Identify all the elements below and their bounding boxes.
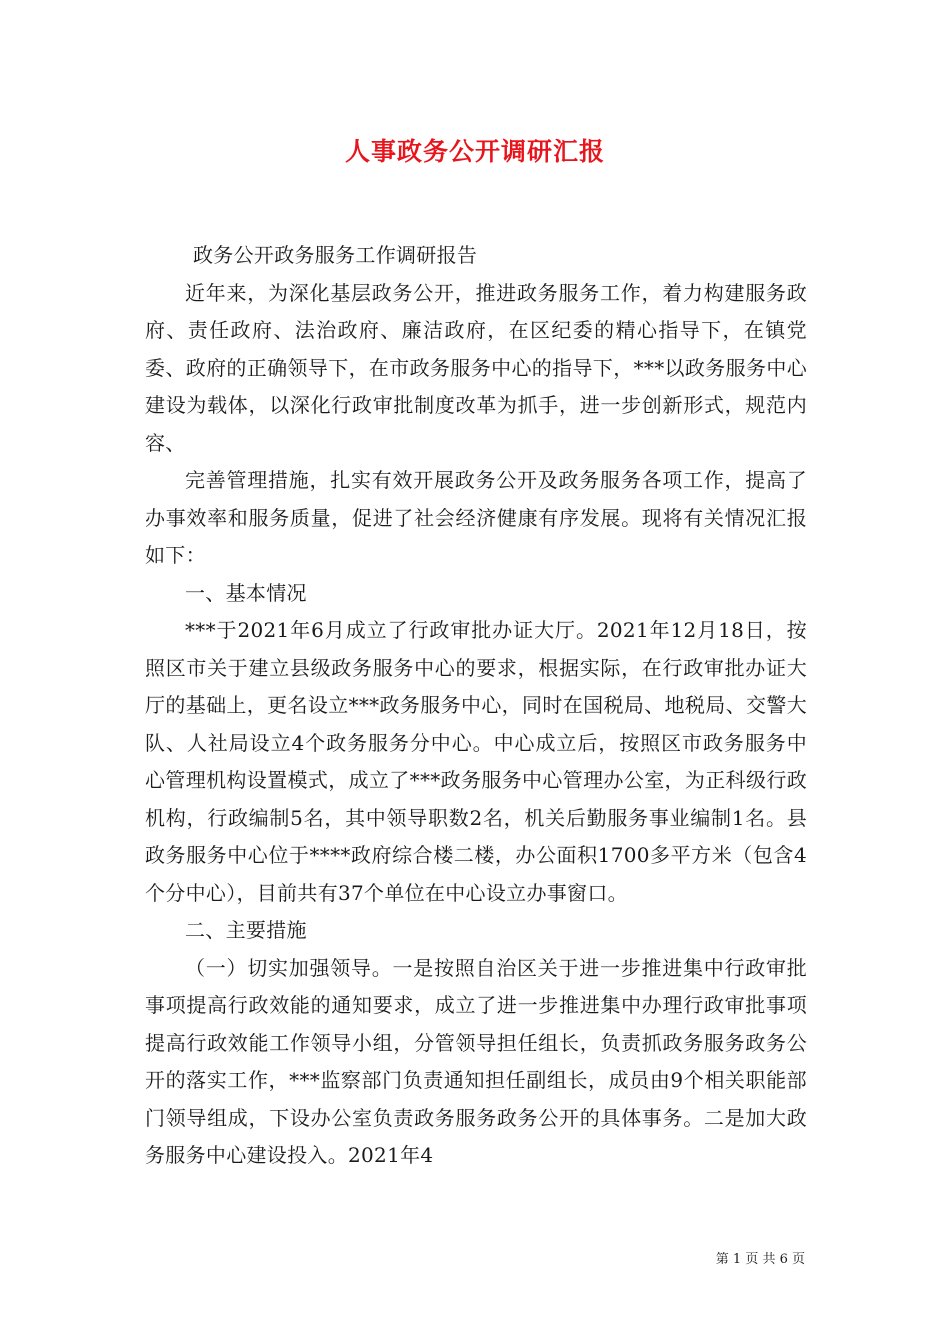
section-heading-main-measures: 二、主要措施	[185, 918, 307, 942]
document-subtitle: 政务公开政务服务工作调研报告	[193, 243, 478, 267]
paragraph-main-measures: （一）切实加强领导。一是按照自治区关于进一步推进集中行政审批事项提高行政效能的通知要求，成立了进一步推进集中办理行政审批事项提高行政效能工作领导小组，分管领导担任组长，负责抓政务服务政务公开的落实工作，***监察部门负责通知担任副组长，成员由9个相关职能部门领导组成，下设办公室负责政务服务政务公开的具体事务。二是加大政务服务中心建设投入。2021年4	[145, 955, 807, 1167]
document-title: 人事政务公开调研汇报	[344, 137, 605, 166]
paragraph-basic-situation: ***于2021年6月成立了行政审批办证大厅。2021年12月18日，按照区市关于建立县级政务服务中心的要求，根据实际，在行政审批办证大厅的基础上，更名设立***政务服务中心，同时在国税局、地税局、交警大队、人社局设立4个政务服务分中心。中心成立后，按照区市政务服务中心管理机构设置模式，成立了***政务服务中心管理办公室，为正科级行政机构，行政编制5名，其中领导职数2名，机关后勤服务事业编制1名。县政务服务中心位于****政府综合楼二楼，办公面积1700多平方米（包含4个分中心），目前共有37个单位在中心设立办事窗口。	[145, 618, 807, 905]
paragraph-intro-continued: 完善管理措施，扎实有效开展政务公开及政务服务各项工作，提高了办事效率和服务质量，促进了社会经济健康有序发展。现将有关情况汇报如下：	[145, 468, 807, 567]
document-body	[145, 237, 807, 1175]
paragraph-intro: 近年来，为深化基层政务公开，推进政务服务工作，着力构建服务政府、责任政府、法治政府、廉洁政府，在区纪委的精心指导下，在镇党委、政府的正确领导下，在市政务服务中心的指导下，***以政务服务中心建设为载体，以深化行政审批制度改革为抓手，进一步创新形式，规范内容、	[145, 280, 807, 455]
page-number-footer: 第 1 页 共 6 页	[715, 1252, 805, 1267]
section-heading-basic-situation: 一、基本情况	[185, 580, 307, 605]
